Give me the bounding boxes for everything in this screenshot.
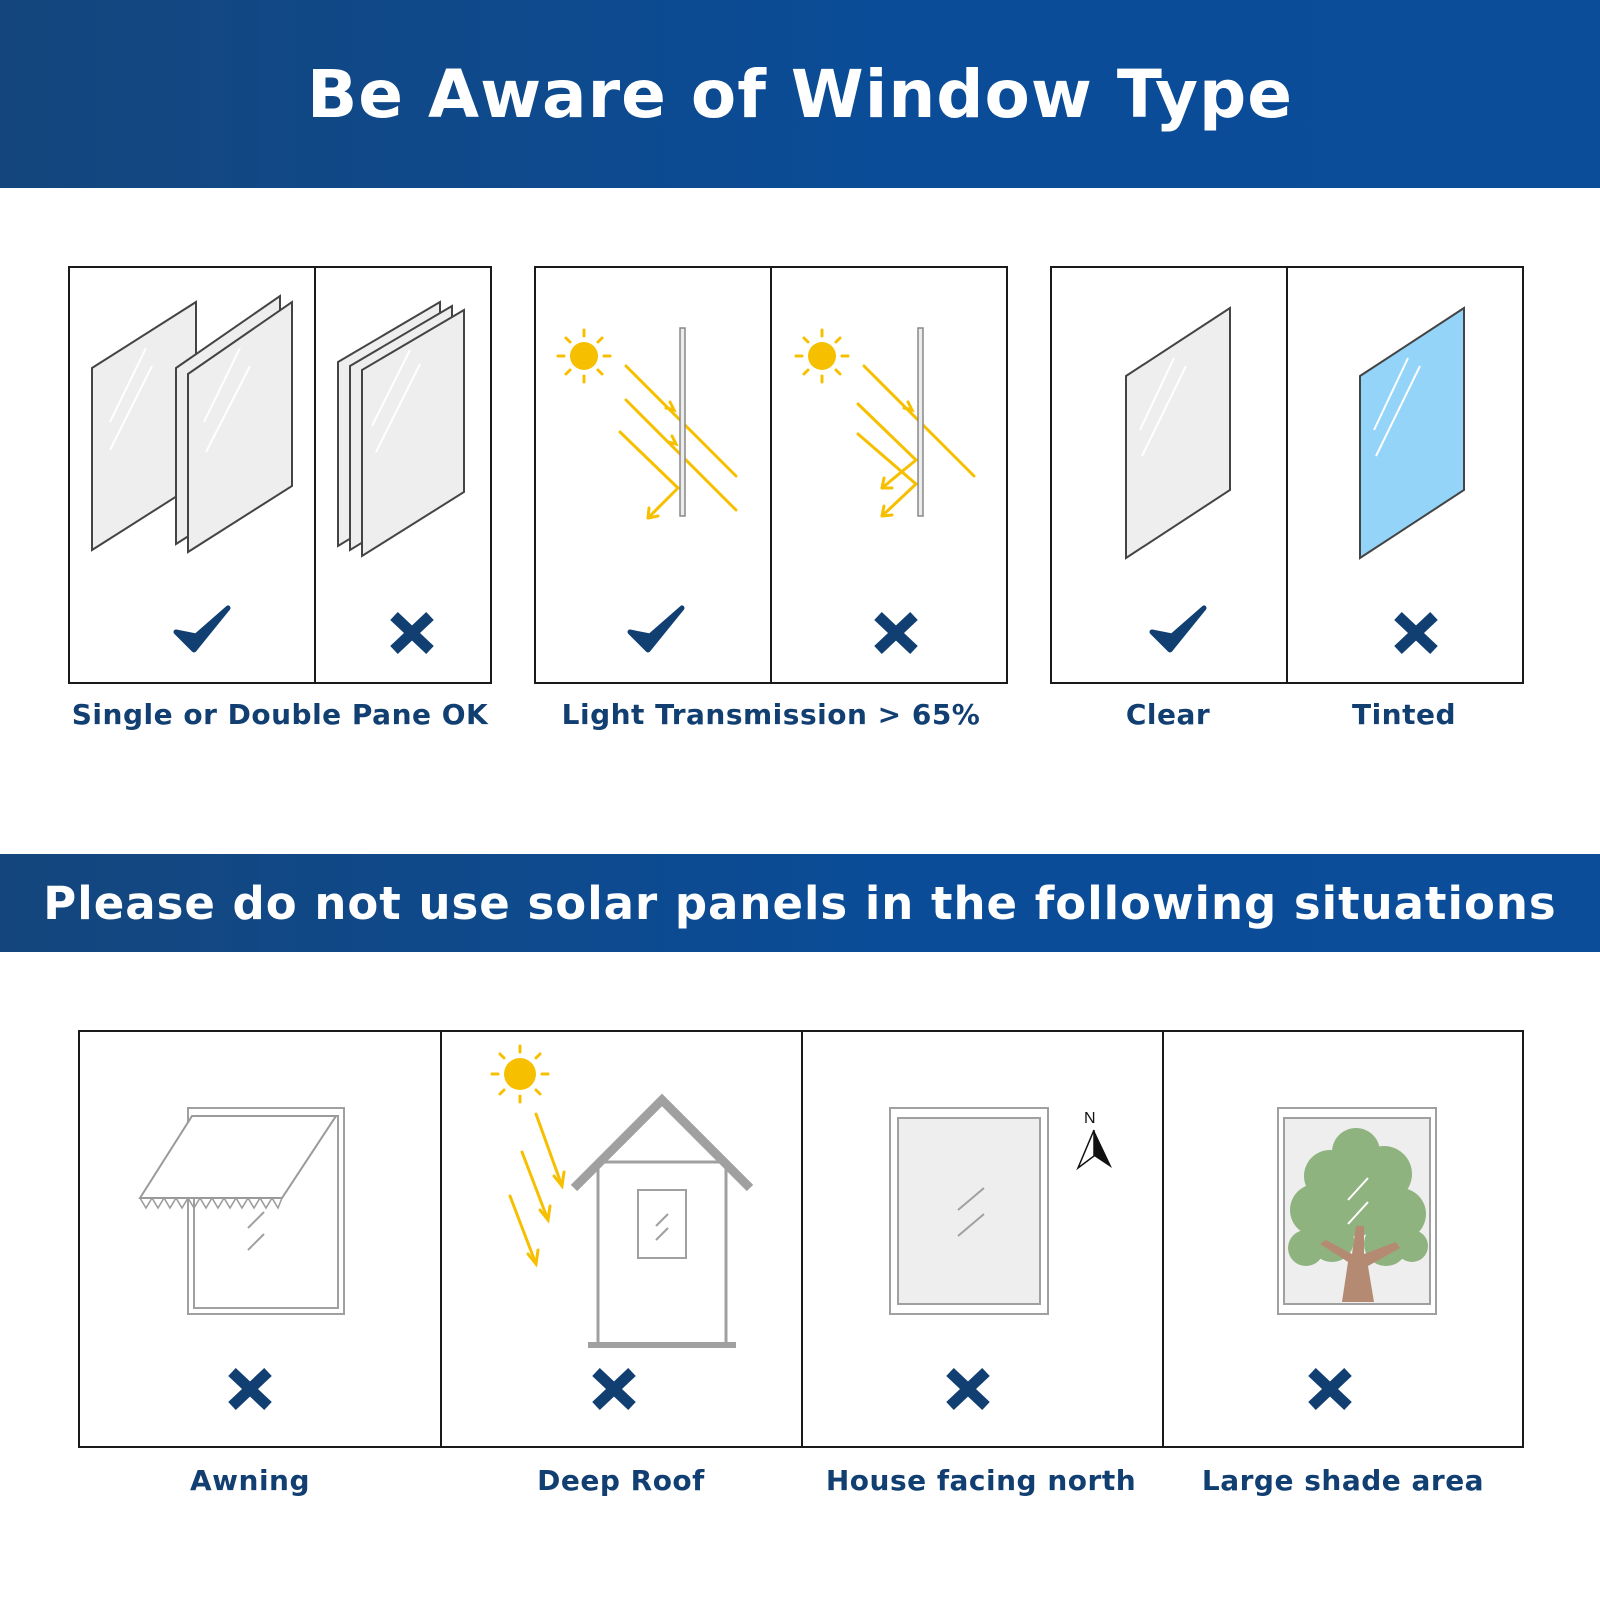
situations-banner: Please do not use solar panels in the following situations [0, 854, 1600, 952]
glass-tint-card [1050, 266, 1524, 684]
panes-card [68, 266, 492, 684]
light-transmission-card [534, 266, 1008, 684]
compass-arrow-icon [1076, 1128, 1116, 1172]
shade-area-caption: Large shade area [1201, 1464, 1485, 1497]
double-pane-illustration [92, 302, 292, 552]
x-icon [1386, 602, 1446, 662]
triple-pane-illustration [338, 302, 468, 558]
x-icon [938, 1358, 998, 1418]
awning-caption: Awning [189, 1464, 311, 1497]
deep-roof-illustration [490, 1042, 760, 1352]
x-icon [220, 1358, 280, 1418]
tinted-caption: Tinted [1351, 698, 1457, 731]
clear-caption: Clear [1125, 698, 1211, 731]
north-facing-caption: House facing north [825, 1464, 1137, 1497]
page-title: Be Aware of Window Type [0, 0, 1600, 188]
x-icon [1300, 1358, 1360, 1418]
awning-illustration [138, 1106, 348, 1316]
check-icon [172, 602, 232, 662]
x-icon [866, 602, 926, 662]
north-window-illustration [888, 1106, 1050, 1316]
compass-north-letter: N [1084, 1110, 1096, 1127]
tinted-glass-illustration [1360, 308, 1470, 558]
light-transmission-caption: Light Transmission > 65% [561, 698, 981, 731]
check-icon [626, 602, 686, 662]
panes-caption: Single or Double Pane OK [71, 698, 489, 731]
shade-tree-window-illustration [1276, 1106, 1438, 1316]
low-transmission-illustration [794, 328, 994, 558]
deep-roof-caption: Deep Roof [537, 1464, 705, 1497]
high-transmission-illustration [556, 328, 756, 558]
check-icon [1148, 602, 1208, 662]
situations-card [78, 1030, 1524, 1448]
x-icon [584, 1358, 644, 1418]
clear-glass-illustration [1126, 308, 1236, 558]
x-icon [382, 602, 442, 662]
